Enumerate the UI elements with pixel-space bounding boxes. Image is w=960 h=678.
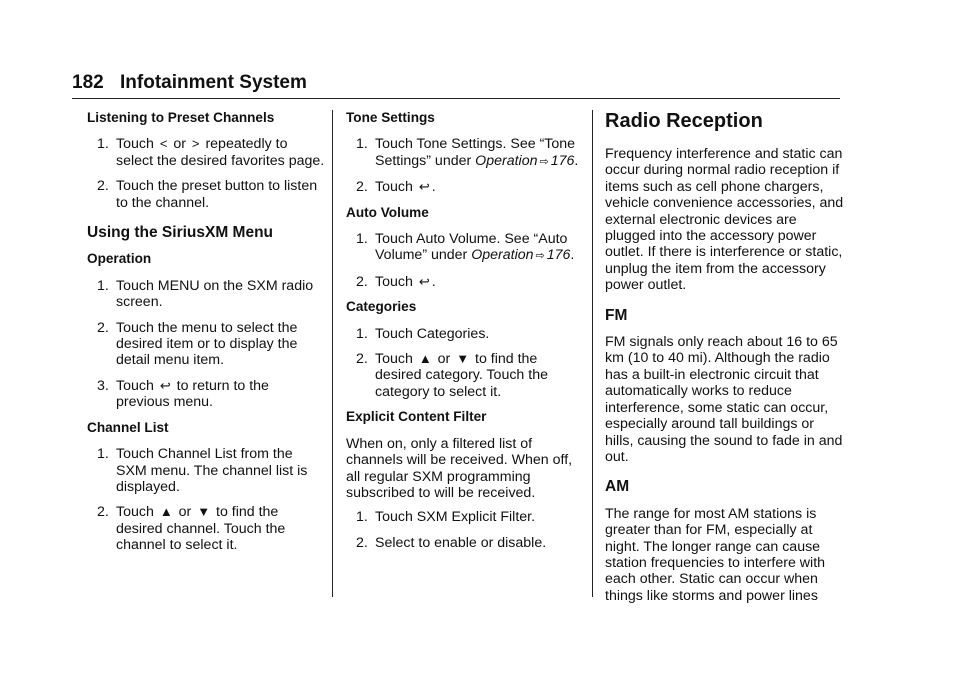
- am-text: The range for most AM stations is greater than for FM, especially at night. The longer range can cause station frequencies to interfere with each other. Static can occur when things like storms and power lines: [605, 505, 826, 604]
- page-reference[interactable]: 176: [546, 247, 571, 264]
- column-divider-1: [332, 110, 333, 597]
- list-item: 1. Touch Tone Settings. See “Tone Settings” under Operation ⇨ 176.: [356, 136, 579, 169]
- channel-steps: [87, 446, 325, 553]
- list-item: 2. Select to enable or disable.: [356, 534, 547, 551]
- column-1: [87, 110, 325, 563]
- down-arrow-icon: ▼: [456, 351, 470, 367]
- list-item: 1. Touch SXM Explicit Filter.: [356, 509, 536, 526]
- list-item: 1. Touch MENU on the SXM radio screen.: [97, 277, 314, 311]
- list-item: 2. Touch ↩ .: [356, 179, 436, 196]
- page-number: 182: [72, 72, 104, 93]
- auto-volume-steps: [346, 231, 584, 290]
- tone-steps: [346, 136, 584, 195]
- list-item: 2. Touch the preset button to listen to the channel.: [97, 178, 318, 211]
- page-reference[interactable]: 176: [550, 152, 575, 169]
- back-icon: ↩: [418, 179, 430, 195]
- list-item: 2. Touch ▲ or ▼ to find the desired category. Touch the category to select it.: [356, 351, 548, 400]
- chevron-left-icon: <: [159, 136, 168, 152]
- preset-steps: [87, 136, 325, 211]
- heading-auto-volume: Auto Volume: [346, 204, 429, 220]
- list-item: 3. Touch ↩ to return to the previous menu.: [97, 377, 269, 411]
- header-rule: [72, 98, 840, 99]
- list-item: 1. Touch Categories.: [356, 325, 490, 342]
- list-item: 1. Touch Auto Volume. See “Auto Volume” under Operation ⇨ 176.: [356, 231, 575, 264]
- heading-channel-list: Channel List: [87, 419, 169, 435]
- categories-steps: [346, 326, 584, 401]
- heading-listening-preset: Listening to Preset Channels: [87, 110, 275, 125]
- up-arrow-icon: ▲: [418, 351, 432, 367]
- down-arrow-icon: ▼: [197, 504, 211, 520]
- back-icon: ↩: [418, 273, 430, 289]
- reception-text: Frequency interference and static can occur during normal radio reception if items such as cell phone chargers, vehicle convenience accessories, and external electronic devices are plugged into the accessory power outlet. If there is interference or static, unplug the item from the accessory power outlet.: [605, 146, 844, 294]
- list-item: 1. Touch Channel List from the SXM menu. The channel list is displayed.: [97, 446, 308, 495]
- heading-radio-reception: Radio Reception: [605, 110, 763, 132]
- operation-link[interactable]: Operation: [475, 152, 538, 169]
- chevron-right-icon: >: [191, 136, 200, 152]
- heading-am: AM: [605, 478, 630, 496]
- explicit-steps: [346, 509, 584, 551]
- list-item: 2. Touch ▲ or ▼ to find the desired channel. Touch the channel to select it.: [97, 504, 286, 554]
- operation-steps: [87, 278, 325, 411]
- explicit-filter-text: When on, only a filtered list of channels will be received. When off, all regular SXM programming subscribed to will be received.: [346, 435, 573, 501]
- list-item: 2. Touch ↩ .: [356, 273, 436, 290]
- heading-siriusxm-menu: Using the SiriusXM Menu: [87, 224, 274, 242]
- column-2: [346, 110, 584, 560]
- heading-categories: Categories: [346, 299, 417, 315]
- operation-link[interactable]: Operation: [471, 247, 534, 264]
- fm-text: FM signals only reach about 16 to 65 km (10 to 40 mi). Although the radio has a built-in electronic circuit that automatically works to reduce interference, some static can occur, especially around tall buildings or hills, causing the sound to fade in and out.: [605, 334, 843, 465]
- page-reference-icon: ⇨: [535, 250, 545, 263]
- list-item: 1. Touch < or > repeatedly to select the desired favorites page.: [97, 136, 325, 169]
- up-arrow-icon: ▲: [159, 504, 173, 520]
- list-item: 2. Touch the menu to select the desired item or to display the detail menu item.: [97, 319, 298, 369]
- heading-tone-settings: Tone Settings: [346, 110, 435, 125]
- column-3: [605, 110, 845, 612]
- heading-fm: FM: [605, 306, 628, 324]
- back-icon: ↩: [159, 377, 171, 393]
- section-title: Infotainment System: [120, 72, 307, 93]
- heading-explicit-filter: Explicit Content Filter: [346, 409, 487, 425]
- page-reference-icon: ⇨: [539, 155, 549, 168]
- column-divider-2: [592, 110, 593, 597]
- heading-operation: Operation: [87, 251, 152, 267]
- page-header: [72, 70, 840, 100]
